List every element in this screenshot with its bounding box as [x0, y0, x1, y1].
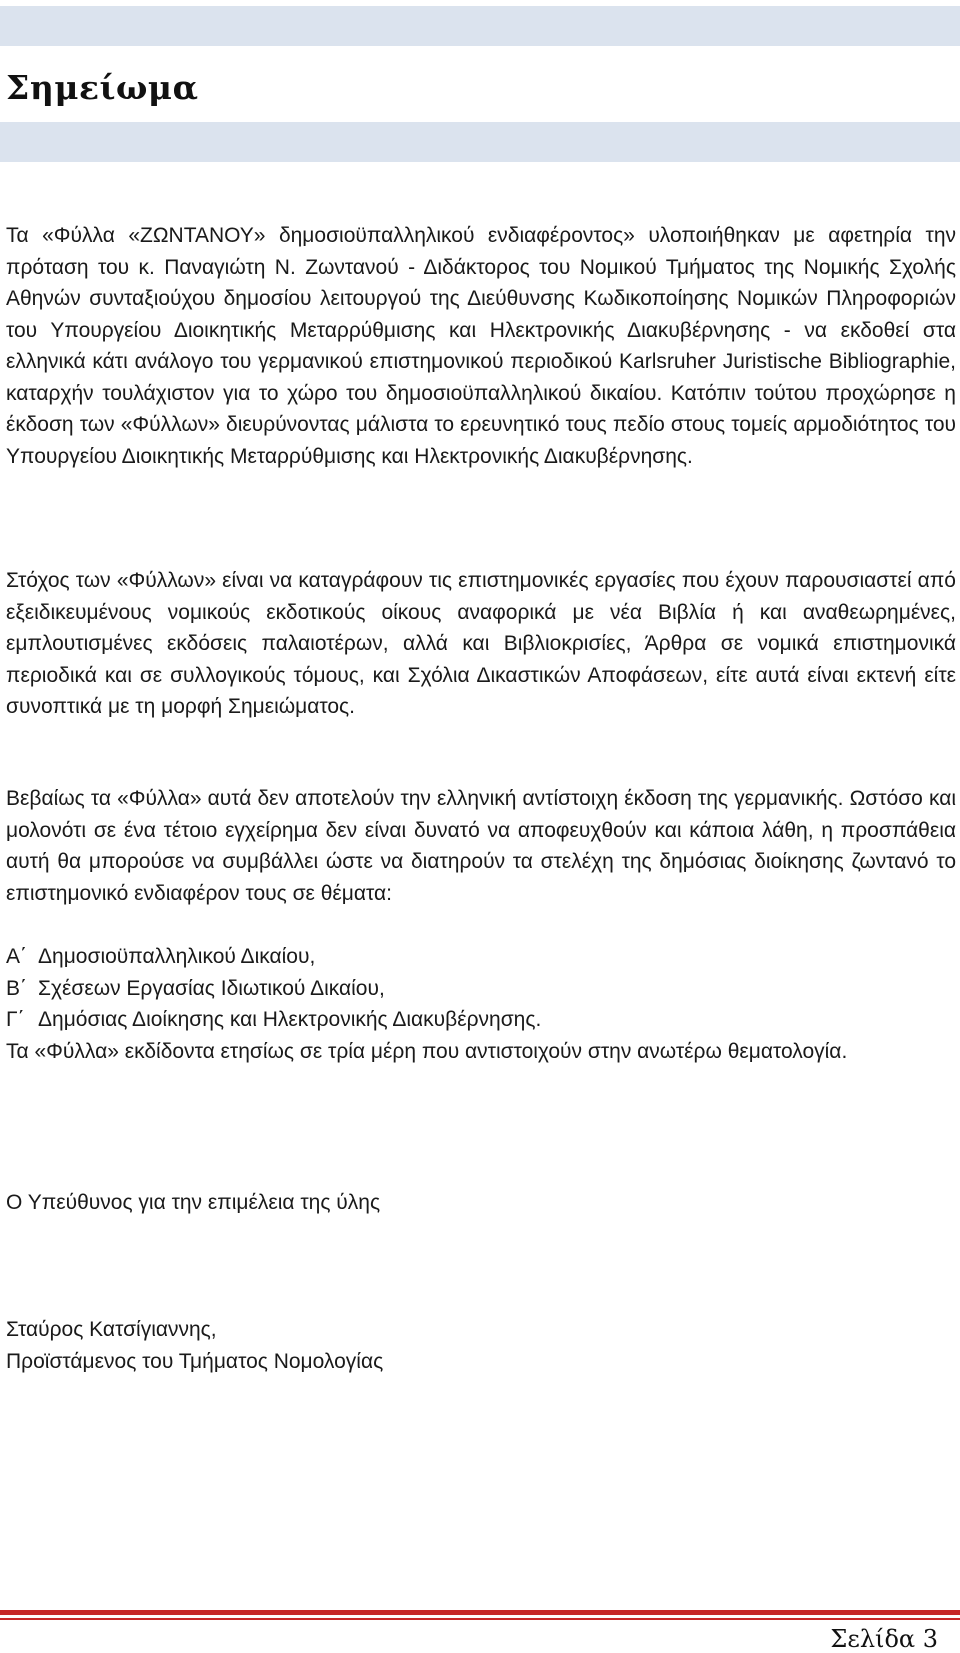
signature-block [6, 1314, 956, 1377]
list-item [6, 941, 541, 973]
signer-title: Προϊστάμενος του Τμήματος Νομολογίας [6, 1349, 384, 1373]
paragraph-scope: Βεβαίως τα «Φύλλα» αυτά δεν αποτελούν την ελληνική αντίστοιχη έκδοση της γερμανικής. Ωστόσο και μολονότι σε ένα τέτοιο εγχείρημα δεν είναι δυνατό να αποφευχθούν και κάποια λάθη, η προσπάθεια αυτή θα μπορούσε να συμβάλλει ώστε να διατηρούν τα στελέχη της δημόσιας διοίκησης ζωντανό το επιστημονικό ενδιαφέρον τους σε θέματα: [6, 787, 956, 905]
topic-list [6, 941, 541, 1036]
footer-rule [0, 1610, 960, 1615]
list-item-text: Δημόσιας Διοίκησης και Ηλεκτρονικής Διακυβέρνησης. [38, 1008, 542, 1031]
signer-name: Σταύρος Κατσίγιαννης, [6, 1318, 217, 1341]
responsible-line: Ο Υπεύθυνος για την επιμέλεια της ύλης [6, 1191, 381, 1214]
list-item-text: Σχέσεων Εργασίας Ιδιωτικού Δικαίου, [38, 976, 385, 1000]
list-item-marker: Α΄ [6, 945, 27, 968]
page-title: Σημείωμα [6, 68, 199, 107]
list-item [6, 1004, 541, 1036]
list-item-marker: Β΄ [6, 976, 27, 1000]
page-number: Σελίδα 3 [830, 1625, 938, 1653]
list-item-text: Δημοσιοϋπαλληλικού Δικαίου, [38, 945, 316, 968]
paragraph-closing: Τα «Φύλλα» εκδίδοντα ετησίως σε τρία μέρη που αντιστοιχούν στην ανωτέρω θεματολογία. [6, 1040, 848, 1063]
list-item [6, 973, 541, 1005]
paragraph-intro: Τα «Φύλλα «ΖΩΝΤΑΝΟΥ» δημοσιοϋπαλληλικού ενδιαφέροντος» υλοποιήθηκαν με αφετηρία την πρόταση του κ. Παναγιώτη Ν. Ζωντανού - Διδάκτορος του Νομικού Τμήματος της Νομικής Σχολής Αθηνών συνταξιούχου δημοσίου λειτουργού της Διεύθυνσης Κωδικοποίησης Νομικών Πληροφοριών του Υπουργείου Διοικητικής Μεταρρύθμισης και Ηλεκτρονικής Διακυβέρνησης - να εκδοθεί στα ελληνικά κάτι ανάλογο του γερμανικού επιστημονικού περιοδικού Karlsruher Juristische Bibliographie, καταρχήν τουλάχιστον για το χώρο του δημοσιοϋπαλληλικού δικαίου. Κατόπιν τούτου προχώρησε η έκδοση των «Φύλλων» διευρύνοντας μάλιστα το ερευνητικό τους πεδίο στους τομείς αρμοδιότητος του Υπουργείου Διοικητικής Μεταρρύθμισης και Ηλεκτρονικής Διακυβέρνησης. [6, 224, 956, 468]
list-item-marker: Γ΄ [6, 1008, 25, 1031]
header-band-bottom [0, 122, 960, 162]
footer-rule-thin [0, 1618, 960, 1620]
header-band-top [0, 6, 960, 46]
paragraph-goal: Στόχος των «Φύλλων» είναι να καταγράφουν τις επιστημονικές εργασίες που έχουν παρουσιαστεί από εξειδικευμένους νομικούς εκδοτικούς οίκους αναφορικά με νέα Βιβλία ή και αναθεωρημένες, εμπλουτισμένες εκδόσεις παλαιοτέρων, αλλά και Βιβλιοκρισίες, Άρθρα σε νομικά επιστημονικά περιοδικά και σε συλλογικούς τόμους, και Σχόλια Δικαστικών Αποφάσεων, είτε αυτά είναι εκτενή είτε συνοπτικά με τη μορφή Σημειώματος. [6, 569, 956, 718]
